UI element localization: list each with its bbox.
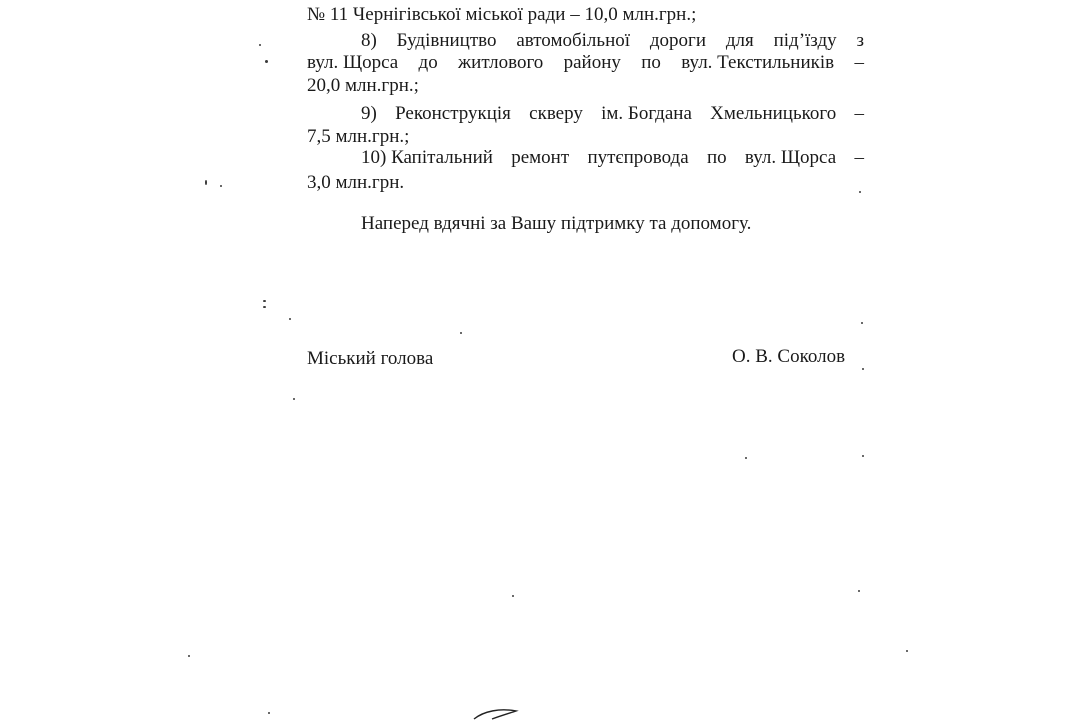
item8-word: Будівництво [396, 30, 497, 51]
scan-speck [268, 712, 270, 714]
item8-word: для [725, 30, 754, 51]
item9-word: 9) [361, 103, 377, 124]
item8-word: під’їзду [773, 30, 837, 51]
item9-word: Реконструкція [395, 103, 511, 124]
item8-word: вул. Щорса [307, 52, 399, 73]
item9-word: Хмельницького [710, 103, 837, 124]
item8-word: дороги [649, 30, 706, 51]
item8-word: 8) [361, 30, 377, 51]
item8-line1 [361, 30, 864, 52]
item8-line3: 20,0 млн.грн.; [307, 75, 419, 96]
scan-speck [205, 180, 207, 185]
scan-speck [263, 300, 266, 302]
item10-line2: 3,0 млн.грн. [307, 172, 405, 193]
item8-word: автомобільної [516, 30, 631, 51]
signatory-name: О. В. Соколов [732, 346, 846, 367]
scan-speck [861, 322, 863, 324]
item10-word: вул. Щорса [744, 147, 837, 168]
item10-line1 [361, 147, 864, 169]
scan-speck [263, 306, 266, 308]
item9-word: – [854, 103, 864, 124]
item8-word: до [418, 52, 438, 73]
item10-word: по [706, 147, 727, 168]
item7-tail-line: № 11 Чернігівської міської ради – 10,0 млн.грн.; [307, 4, 697, 25]
scan-speck [862, 455, 864, 457]
item8-word: житлового [458, 52, 544, 73]
item9-word: ім. Богдана [601, 103, 692, 124]
item8-word: району [563, 52, 621, 73]
item8-word: вул. Текстильників [681, 52, 835, 73]
scan-speck [745, 457, 747, 459]
item10-word: путєпровода [587, 147, 689, 168]
scan-speck [289, 318, 291, 320]
scan-speck [460, 332, 462, 334]
scan-speck [188, 655, 190, 657]
scan-speck [858, 590, 860, 592]
item9-line1 [361, 103, 864, 125]
item9-word: скверу [529, 103, 583, 124]
scan-speck [293, 398, 295, 400]
item10-word: ремонт [511, 147, 570, 168]
item8-word: з [856, 30, 864, 51]
item8-word: – [854, 52, 864, 73]
scan-speck [265, 60, 268, 63]
signatory-title: Міський голова [307, 348, 434, 369]
item10-word: 10) Капітальний [361, 147, 493, 168]
item9-line2: 7,5 млн.грн.; [307, 126, 410, 147]
scan-speck [862, 368, 864, 370]
scan-speck [259, 44, 261, 46]
scan-speck [220, 185, 222, 187]
closing-line: Наперед вдячні за Вашу підтримку та допомогу. [361, 213, 752, 234]
item8-word: по [641, 52, 661, 73]
item8-line2 [307, 52, 864, 74]
item10-word: – [854, 147, 864, 168]
scan-speck [859, 191, 861, 193]
scan-speck [906, 650, 908, 652]
handwritten-signature [470, 705, 530, 720]
scan-speck [512, 595, 514, 597]
